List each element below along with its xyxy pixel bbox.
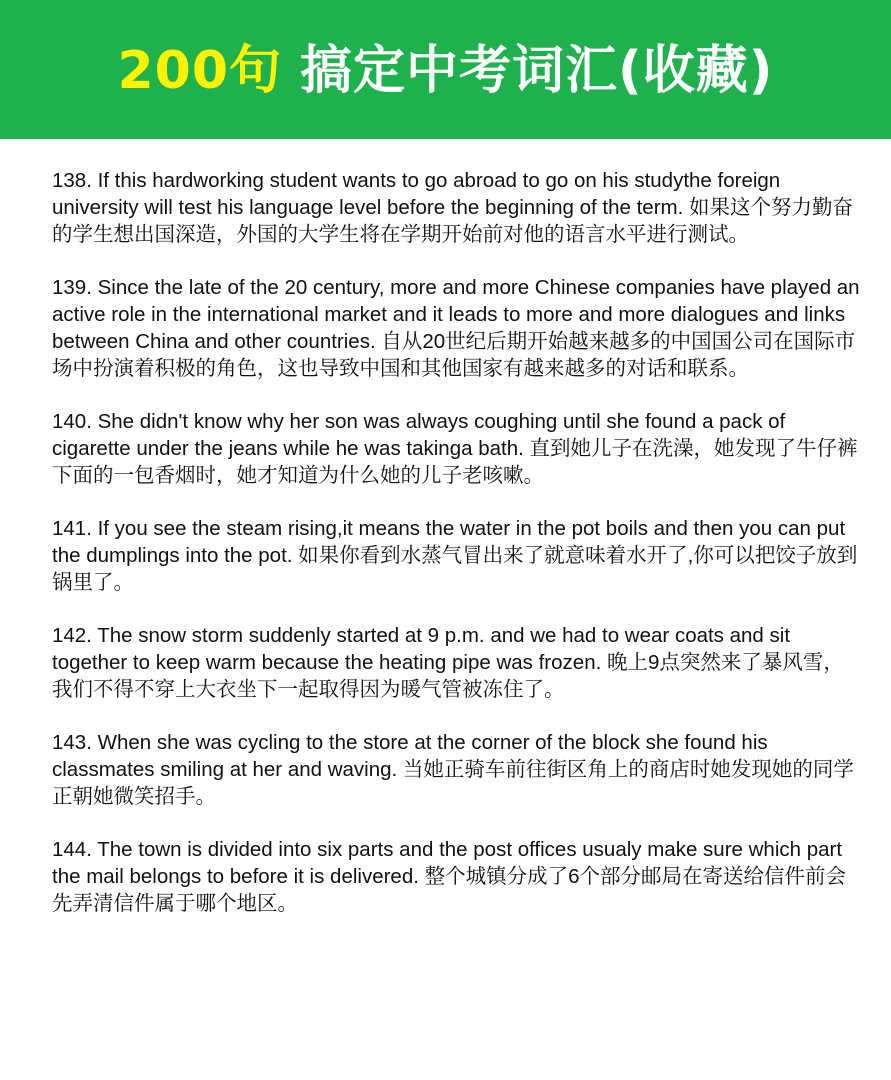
title-text: 搞定中考词汇(收藏) <box>300 41 774 101</box>
title-banner <box>0 0 891 139</box>
title-number: 200句 <box>117 41 282 101</box>
sentence-140: 140. She didn't know why her son was always coughing until she found a pack of cigarette under the jeans while he was takinga bath. 直到她儿子在洗澡，她发现了牛仔裤下面的一包香烟时，她才知道为什么她的儿子老咳嗽。 <box>52 410 858 487</box>
sentence-142: 142. The snow storm suddenly started at 9 p.m. and we had to wear coats and sit together to keep warm because the heating pipe was frozen. 晚上9点突然来了暴风雪，我们不得不穿上大衣坐下一起取得因为暖气管被冻住了。 <box>52 624 844 701</box>
sentence-138: 138. If this hardworking student wants to go abroad to go on his studythe foreign university will test his language level before the beginning of the term. 如果这个努力勤奋的学生想出国深造，外国的大学生将在学期开始前对他的语言水平进行测试。 <box>52 169 854 246</box>
sentence-144: 144. The town is divided into six parts and the post offices usualy make sure which part the mail belongs to before it is delivered. 整个城镇分成了6个部分邮局在寄送给信件前会先弄清信件属于哪个地区。 <box>52 838 847 915</box>
sentence-139: 139. Since the late of the 20 century, more and more Chinese companies have played an active role in the international market and it leads to more and more dialogues and links between China and other countries. 自从20世纪后期开始越来越多的中国国公司在国际市场中扮演着积极的角色，这也导致中国和其他国家有越来越多的对话和联系。 <box>52 276 860 380</box>
sentence-143: 143. When she was cycling to the store at the corner of the block she found his classmates smiling at her and waving. 当她正骑车前往街区角上的商店时她发现她的同学正朝她微笑招手。 <box>52 731 854 808</box>
sentence-list <box>0 139 891 917</box>
page-title <box>117 28 773 103</box>
sentence-141: 141. If you see the steam rising,it means the water in the pot boils and then you can put the dumplings into the pot. 如果你看到水蒸气冒出来了就意味着水开了,你可以把饺子放到锅里了。 <box>52 517 858 594</box>
